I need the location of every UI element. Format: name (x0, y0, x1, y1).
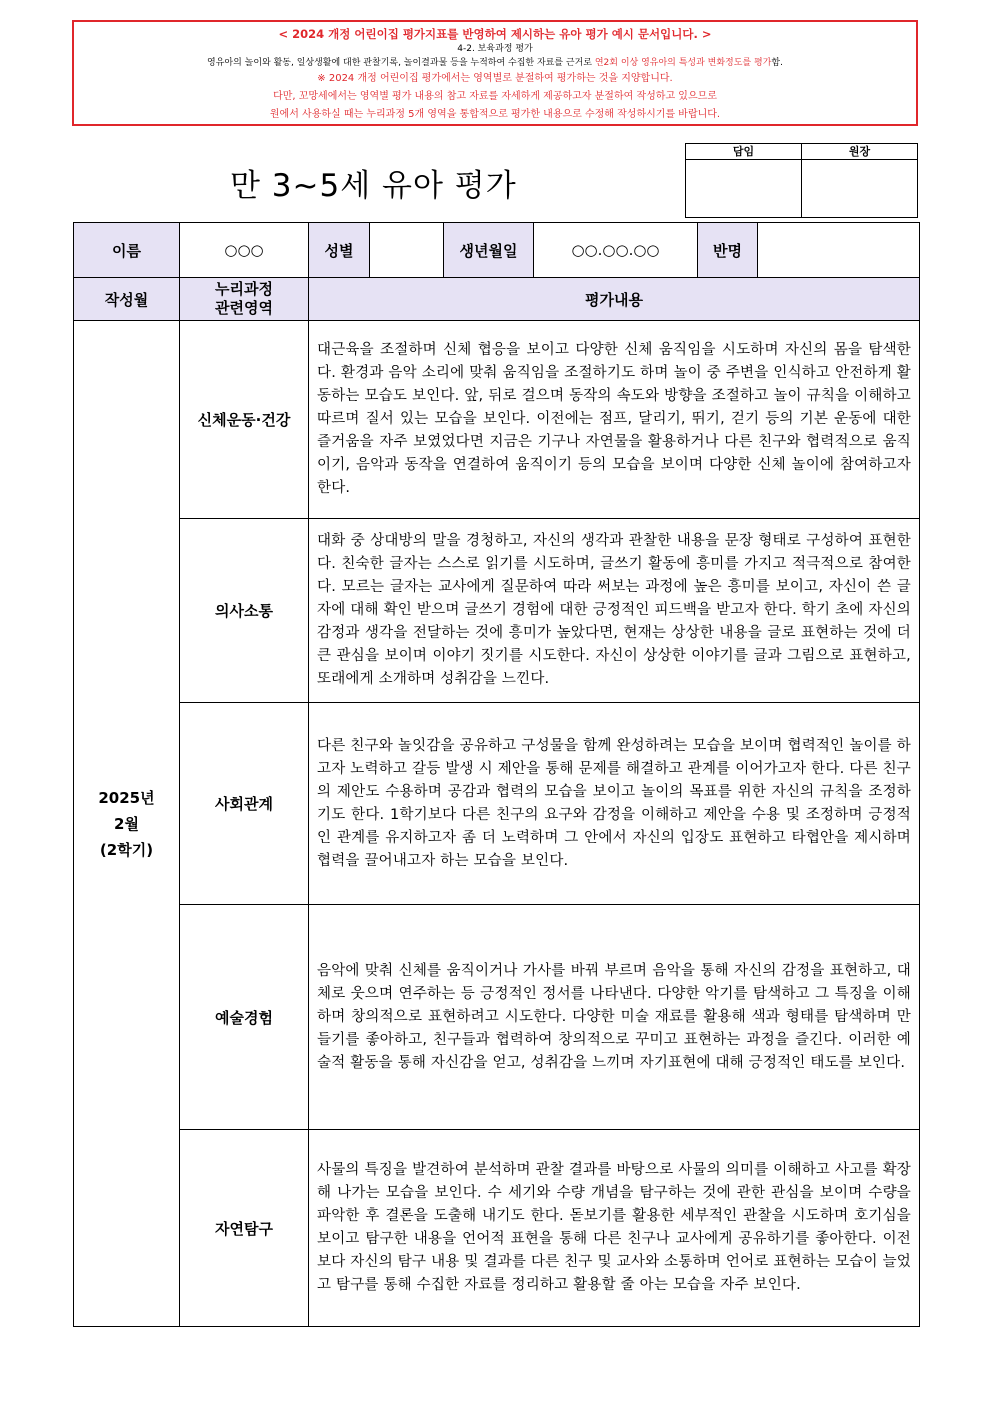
notice-body-highlight: 연2회 이상 영유아의 특성과 변화정도를 평가 (594, 58, 772, 68)
page-title: 만 3~5세 유아 평가 (230, 168, 517, 204)
content-social[interactable]: 다른 친구와 놀잇감을 공유하고 구성물을 함께 완성하려는 모습을 보이며 협력적인 놀이를 하고자 노력하고 갈등 발생 시 제안을 통해 문제를 해결하고 관계를 이어가고자 한다. 다른 친구의 제안도 수용하며 공감과 협력의 모습을 보이고 놀이의 목표를 위한 자신의 규칙을 조정하기도 한다. 1학기보다 다른 친구의 요구와 감정을 이해하고 제안을 수용 및 조정하며 긍정적인 관계를 유지하고자 좀 더 노력하며 그 안에서 자신의 입장도 표현하고 타협안을 제시하며 협력을 끌어내고자 하는 모습을 보인다. (309, 703, 920, 905)
month-header: 작성월 (74, 278, 180, 321)
eval-row-communication (74, 519, 920, 703)
evaluation-table (73, 222, 920, 1327)
teacher-sign-label: 담임 (686, 144, 802, 160)
director-sign-box[interactable] (802, 160, 918, 218)
content-nature[interactable]: 사물의 특징을 발견하여 분석하며 관찰 결과를 바탕으로 사물의 의미를 이해하고 사고를 확장해 나가는 모습을 보인다. 수 세기와 수량 개념을 탐구하는 것에 관한 관심을 보이며 수량을 파악한 후 결론을 도출해 내기도 한다. 돋보기를 활용한 세부적인 관찰을 시도하며 호기심을 보이고 탐구한 내용을 언어적 표현을 통해 다른 친구나 교사에게 공유하기를 좋아한다. 이전보다 자신의 탐구 내용 및 결과를 다른 친구 및 교사와 소통하며 언어로 표현하는 모습이 늘었고 탐구를 통해 수집한 자료를 정리하고 활용할 줄 아는 모습을 자주 보인다. (309, 1130, 920, 1327)
notice-body-after: 함. (771, 58, 783, 68)
eval-row-nature (74, 1130, 920, 1327)
director-sign-label: 원장 (802, 144, 918, 160)
birth-label: 생년월일 (444, 223, 534, 278)
content-art[interactable]: 음악에 맞춰 신체를 움직이거나 가사를 바꿔 부르며 음악을 통해 자신의 감정을 표현하고, 대체로 웃으며 연주하는 등 긍정적인 정서를 나타낸다. 다양한 악기를 탐색하고 그 특징을 이해하며 창의적으로 표현하려고 시도한다. 다양한 미술 재료를 활용해 색과 형태를 탐색하며 만들기를 좋아하고, 친구들과 협력하여 창의적으로 꾸미고 표현하는 과정을 즐긴다. 이러한 예술적 활동을 통해 자신감을 얻고, 성취감을 느끼며 자기표현에 대해 긍정적인 태도를 보인다. (309, 905, 920, 1130)
gender-label: 성별 (309, 223, 370, 278)
header-row (74, 278, 920, 321)
notice-body-before: 영유아의 놀이와 활동, 일상생활에 대한 관찰기록, 놀이결과물 등을 누적하여 수집한 자료를 근거로 (207, 58, 595, 68)
area-art: 예술경험 (180, 905, 309, 1130)
teacher-sign-box[interactable] (686, 160, 802, 218)
area-header-line1: 누리과정 (215, 280, 273, 298)
gender-value[interactable] (370, 223, 444, 278)
period-month: 2월 (114, 814, 139, 833)
area-header-line2: 관련영역 (215, 299, 273, 317)
content-communication[interactable]: 대화 중 상대방의 말을 경청하고, 자신의 생각과 관찰한 내용을 문장 형태로 구성하여 표현한다. 친숙한 글자는 스스로 읽기를 시도하며, 글쓰기 활동에 흥미를 가지고 적극적으로 참여한다. 모르는 글자는 교사에게 질문하여 따라 써보는 과정에 높은 흥미를 보이고, 자신이 쓴 글자에 대해 확인 받으며 글쓰기 경험에 대한 긍정적인 피드백을 받고자 한다. 학기 초에 자신의 감정과 생각을 전달하는 것에 흥미가 높았다면, 현재는 상상한 내용을 글로 표현하는 것에 더 큰 관심을 보이며 이야기 짓기를 시도한다. 자신이 상상한 이야기를 글과 그림으로 표현하고, 또래에게 소개하며 성취감을 느낀다. (309, 519, 920, 703)
notice-line-1: ※ 2024 개정 어린이집 평가에서는 영역별로 분절하여 평가하는 것을 지양합니다. (317, 73, 673, 84)
area-physical: 신체운동·건강 (180, 321, 309, 519)
period-semester: (2학기) (99, 840, 154, 859)
area-communication: 의사소통 (180, 519, 309, 703)
approval-table (685, 143, 918, 218)
birth-value[interactable]: ○○.○○.○○ (534, 223, 698, 278)
notice-line-2: 다만, 꼬망세에서는 영역별 평가 내용의 참고 자료를 자세하게 제공하고자 분절하여 작성하고 있으므로 (273, 91, 717, 102)
area-header (180, 278, 309, 321)
area-social: 사회관계 (180, 703, 309, 905)
area-nature: 자연탐구 (180, 1130, 309, 1327)
notice-title: < 2024 개정 어린이집 평가지표를 반영하여 제시하는 유아 평가 예시 문서입니다. > (278, 27, 712, 41)
info-row (74, 223, 920, 278)
class-value[interactable] (758, 223, 920, 278)
eval-row-art (74, 905, 920, 1130)
eval-row-physical (74, 321, 920, 519)
period-cell (74, 321, 180, 1327)
name-value[interactable]: ○○○ (180, 223, 309, 278)
notice-body (74, 56, 916, 70)
notice-line-3: 원에서 사용하실 때는 누리과정 5개 영역을 통합적으로 평가한 내용으로 수정해 작성하시기를 바랍니다. (269, 109, 721, 120)
period-year: 2025년 (98, 788, 155, 807)
content-physical[interactable]: 대근육을 조절하며 신체 협응을 보이고 다양한 신체 움직임을 시도하며 자신의 몸을 탐색한다. 환경과 음악 소리에 맞춰 움직임을 조절하기도 하며 놀이 중 주변을 인식하고 안전하게 활동하는 모습도 보인다. 앞, 뒤로 걸으며 동작의 속도와 방향을 조절하고 놀이 규칙을 이해하고 따르며 질서 있는 모습을 보인다. 이전에는 점프, 달리기, 뛰기, 걷기 등의 기본 운동에 대한 즐거움을 자주 보였었다면 지금은 기구나 자연물을 활용하거나 다른 친구와 협력적으로 움직이기, 음악과 동작을 연결하여 움직이기 등의 모습을 보이며 다양한 신체 놀이에 참여하고자 한다. (309, 321, 920, 519)
content-header: 평가내용 (309, 278, 920, 321)
notice-subtitle: 4-2. 보육과정 평가 (457, 44, 533, 54)
eval-row-social (74, 703, 920, 905)
name-label: 이름 (74, 223, 180, 278)
class-label: 반명 (698, 223, 758, 278)
notice-box (72, 20, 918, 126)
